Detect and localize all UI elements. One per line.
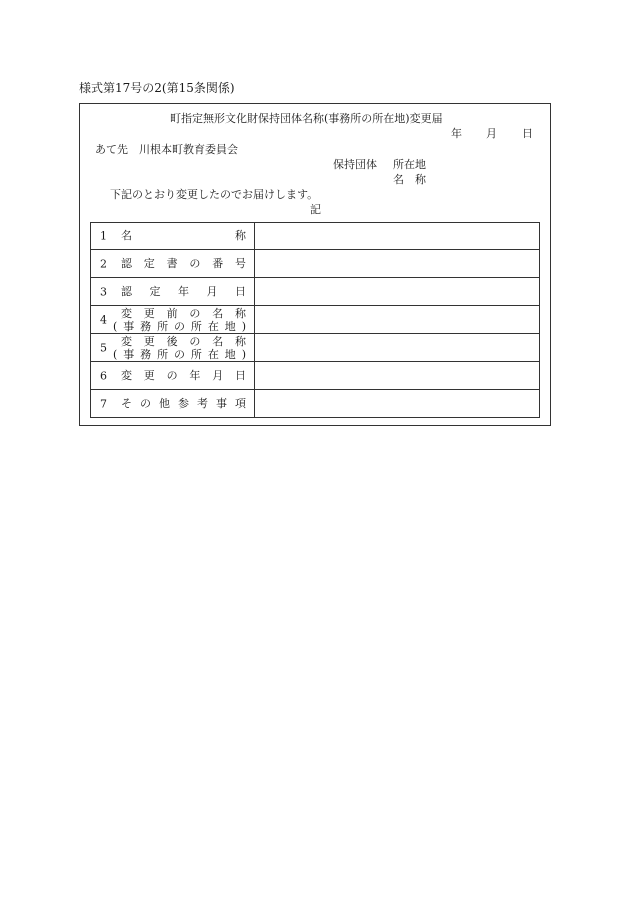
table-row: [91, 334, 540, 362]
table-row: [91, 362, 540, 390]
row-label-sub: (事務所の所在地): [113, 320, 246, 333]
change-date-field[interactable]: [255, 362, 540, 390]
row-label-sub: (事務所の所在地): [113, 348, 246, 361]
table-row: [91, 306, 540, 334]
other-notes-field[interactable]: [255, 390, 540, 418]
date-year-label: 年: [451, 127, 462, 140]
notice-text: 下記のとおり変更したのでお届けします。: [110, 188, 319, 201]
ki-heading: 記: [310, 203, 321, 216]
row-number: 3: [100, 285, 107, 298]
date-month-label: 月: [486, 127, 497, 140]
row-label: 認 定 年 月 日: [121, 284, 246, 298]
table-row: [91, 250, 540, 278]
row-label-cell: [91, 306, 255, 334]
addressee: あて先 川根本町教育委員会: [95, 143, 238, 156]
table-row: [91, 390, 540, 418]
row-number: 2: [100, 257, 107, 270]
row-number: 7: [100, 397, 107, 410]
holder-address-label: 所在地: [393, 158, 426, 171]
form-table: [90, 222, 540, 418]
row-number: 4: [100, 313, 107, 326]
table-row: [91, 223, 540, 250]
row-label-cell: [91, 362, 255, 390]
form-number: 様式第17号の2(第15条関係): [79, 81, 235, 95]
row-label: 変更前の名称: [121, 307, 246, 320]
row-label: 名 称: [121, 229, 246, 242]
row-label-cell: [91, 390, 255, 418]
row-label-cell: [91, 334, 255, 362]
form-title: 町指定無形文化財保持団体名称(事務所の所在地)変更届: [170, 112, 443, 125]
row-label-cell: [91, 250, 255, 278]
row-number: 5: [100, 341, 107, 354]
row-number: 6: [100, 369, 107, 382]
row-label: その他参考事項: [121, 396, 246, 410]
row-label: 変更後の名称: [121, 335, 246, 348]
certificate-number-field[interactable]: [255, 250, 540, 278]
holder-name-label: 名 称: [393, 173, 426, 186]
name-field[interactable]: [255, 223, 540, 250]
name-before-field[interactable]: [255, 306, 540, 334]
table-row: [91, 278, 540, 306]
holder-group-label: 保持団体: [333, 158, 377, 171]
row-label: 認定書の番号: [121, 256, 246, 270]
date-day-label: 日: [522, 127, 533, 140]
row-label-cell: [91, 278, 255, 306]
certification-date-field[interactable]: [255, 278, 540, 306]
row-label-cell: [91, 223, 255, 250]
name-after-field[interactable]: [255, 334, 540, 362]
row-label: 変更の年月日: [121, 368, 246, 382]
row-number: 1: [100, 229, 107, 243]
